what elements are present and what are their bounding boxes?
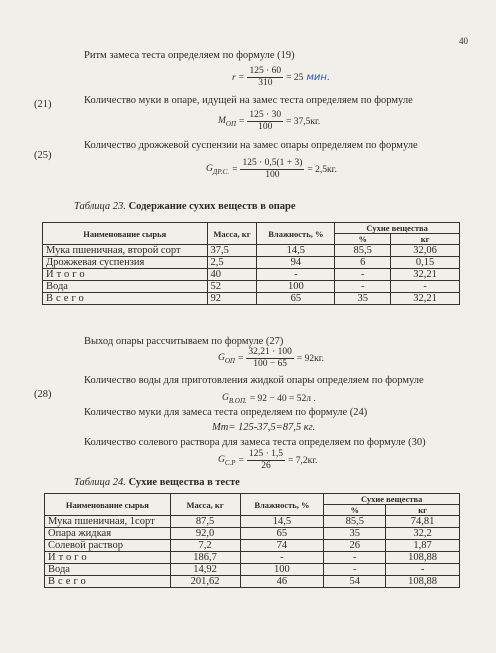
denominator: 26 <box>261 461 271 471</box>
cell-mass: 14,92 <box>170 564 240 576</box>
cell-humidity: 100 <box>257 281 335 293</box>
formula-lhs: $G_{ДР.С.}$ <box>206 163 230 176</box>
denominator: 100 <box>258 122 273 132</box>
cell-pct: 35 <box>324 528 386 540</box>
cell-name: Мука пшеничная, 1сорт <box>45 516 171 528</box>
formula-sponge-yield <box>218 347 324 370</box>
table-row <box>45 540 460 552</box>
cell-kg: 32,2 <box>386 528 460 540</box>
col-header-name: Наименование сырья <box>45 494 171 516</box>
formula-number-21: (21) <box>34 99 52 110</box>
cell-kg: 108,88 <box>386 552 460 564</box>
cell-pct: 54 <box>324 576 386 588</box>
formula-number-25: (25) <box>34 150 52 161</box>
denominator: 310 <box>258 78 273 88</box>
cell-humidity: 46 <box>240 576 324 588</box>
cell-humidity: - <box>240 552 324 564</box>
paragraph-sponge-yield: Выход опары рассчитываем по формуле (27) <box>84 336 284 347</box>
cell-kg: - <box>391 281 460 293</box>
cell-pct: 26 <box>324 540 386 552</box>
cell-mass: 2,5 <box>207 257 257 269</box>
equals-sign: = <box>239 116 245 127</box>
col-header-pct: % <box>324 505 386 516</box>
table-row-total <box>45 552 460 564</box>
cell-humidity: 100 <box>240 564 324 576</box>
formula-lhs: $G_{ОП}$ <box>218 352 235 365</box>
cell-name: Итого <box>43 269 208 281</box>
paragraph-salt-solution: Количество солевого раствора для замеса теста определяем по формуле (30) <box>84 437 426 448</box>
fraction <box>247 110 283 133</box>
cell-name: Опара жидкая <box>45 528 171 540</box>
col-header-mass: Масса, кг <box>170 494 240 516</box>
cell-humidity: 74 <box>240 540 324 552</box>
cell-pct: - <box>335 269 391 281</box>
table-24-caption: Таблица 24. Сухие вещества в тесте <box>74 477 240 488</box>
cell-humidity: 94 <box>257 257 335 269</box>
cell-mass: 40 <box>207 269 257 281</box>
formula-water <box>222 393 316 405</box>
numerator: 125 · 30 <box>249 110 282 120</box>
cell-kg: 108,88 <box>386 576 460 588</box>
cell-name: Солевой раствор <box>45 540 171 552</box>
cell-humidity: 65 <box>257 293 335 305</box>
equals-sign: = <box>238 353 244 364</box>
cell-name: Мука пшеничная, второй сорт <box>43 245 208 257</box>
cell-pct: 85,5 <box>324 516 386 528</box>
cell-name: Вода <box>43 281 208 293</box>
formula-lhs: $G_{С.Р}$ <box>218 454 236 467</box>
paragraph-flour-dough: Количество муки для замеса теста определяем по формуле (24) <box>84 407 368 418</box>
table-row <box>45 564 460 576</box>
cell-pct: 35 <box>335 293 391 305</box>
table-row <box>43 257 460 269</box>
cell-pct: - <box>324 552 386 564</box>
cell-kg: 1,87 <box>386 540 460 552</box>
cell-kg: 74,81 <box>386 516 460 528</box>
table-23-caption: Таблица 23. Содержание сухих веществ в опаре <box>74 201 296 212</box>
formula-lhs: $M_{ОП}$ <box>218 115 237 128</box>
formula-yeast <box>206 158 337 181</box>
formula-flour-sponge <box>218 110 320 133</box>
col-header-humidity: Влажность, % <box>257 223 335 245</box>
col-header-name: Наименование сырья <box>43 223 208 245</box>
cell-pct: - <box>335 281 391 293</box>
col-header-kg: кг <box>391 234 460 245</box>
table-row-total <box>43 269 460 281</box>
fraction <box>247 449 285 472</box>
fraction <box>247 66 283 89</box>
formula-lhs: r = <box>232 72 245 83</box>
cell-name: Вода <box>45 564 171 576</box>
cell-humidity: 65 <box>240 528 324 540</box>
col-header-dry-matter: Сухие вещества <box>335 223 460 234</box>
fraction <box>246 347 294 370</box>
formula-result: = 2,5кг. <box>307 164 337 175</box>
cell-kg: 32,06 <box>391 245 460 257</box>
cell-humidity: 14,5 <box>257 245 335 257</box>
cell-mass: 92,0 <box>170 528 240 540</box>
cell-humidity: - <box>257 269 335 281</box>
table-row <box>45 516 460 528</box>
col-header-dry-matter: Сухие вещества <box>324 494 460 505</box>
cell-mass: 92 <box>207 293 257 305</box>
fraction <box>240 158 304 181</box>
paragraph-water: Количество воды для приготовления жидкой опары определяем по формуле <box>84 375 424 386</box>
cell-name: Дрожжевая суспензия <box>43 257 208 269</box>
cell-mass: 37,5 <box>207 245 257 257</box>
cell-mass: 52 <box>207 281 257 293</box>
cell-mass: 186,7 <box>170 552 240 564</box>
cell-mass: 87,5 <box>170 516 240 528</box>
col-header-kg: кг <box>386 505 460 516</box>
cell-kg: 32,21 <box>391 293 460 305</box>
table-24 <box>44 493 460 588</box>
numerator: 32,21 · 100 <box>248 347 292 357</box>
formula-lhs: $G_{В.ОП.}$ <box>222 393 247 405</box>
table-row <box>43 281 460 293</box>
cell-pct: 6 <box>335 257 391 269</box>
formula-result: = 25 <box>286 72 304 83</box>
table-row-grand-total <box>45 576 460 588</box>
cell-humidity: 14,5 <box>240 516 324 528</box>
table-row <box>45 528 460 540</box>
equals-sign: = <box>238 455 244 466</box>
numerator: 125 · 0,5(1 + 3) <box>242 158 303 168</box>
page-number: 40 <box>459 36 468 46</box>
cell-kg: 32,21 <box>391 269 460 281</box>
table-row-grand-total <box>43 293 460 305</box>
cell-pct: - <box>324 564 386 576</box>
formula-rhythm <box>232 66 330 89</box>
cell-kg: - <box>386 564 460 576</box>
paragraph-yeast: Количество дрожжевой суспензии на замес опары определяем по формуле <box>84 140 418 151</box>
handwritten-note: мин. <box>306 72 331 83</box>
cell-name: Всего <box>45 576 171 588</box>
paragraph-rhythm: Ритм замеса теста определяем по формуле (19) <box>84 50 295 61</box>
numerator: 125 · 60 <box>249 66 282 76</box>
col-header-mass: Масса, кг <box>207 223 257 245</box>
formula-result: = 92 − 40 = 52л . <box>249 393 316 404</box>
col-header-humidity: Влажность, % <box>240 494 324 516</box>
col-header-pct: % <box>335 234 391 245</box>
cell-mass: 7,2 <box>170 540 240 552</box>
table-row <box>43 245 460 257</box>
formula-number-28: (28) <box>34 389 52 400</box>
cell-kg: 0,15 <box>391 257 460 269</box>
denominator: 100 <box>265 170 280 180</box>
equals-sign: = <box>232 164 238 175</box>
formula-result: = 92кг. <box>296 353 324 364</box>
paragraph-flour-in-sponge: Количество муки в опаре, идущей на замес теста определяем по формуле <box>84 95 413 106</box>
denominator: 100 − 65 <box>253 359 288 369</box>
cell-mass: 201,62 <box>170 576 240 588</box>
table-23 <box>42 222 460 305</box>
formula-result: = 7,2кг. <box>287 455 318 466</box>
cell-pct: 85,5 <box>335 245 391 257</box>
formula-result: = 37,5кг. <box>286 116 321 127</box>
cell-name: Итого <box>45 552 171 564</box>
cell-name: Всего <box>43 293 208 305</box>
formula-salt-solution <box>218 449 317 472</box>
numerator: 125 · 1,5 <box>248 449 283 459</box>
formula-flour-dough: Мт= 125-37,5=87,5 кг. <box>212 422 316 433</box>
